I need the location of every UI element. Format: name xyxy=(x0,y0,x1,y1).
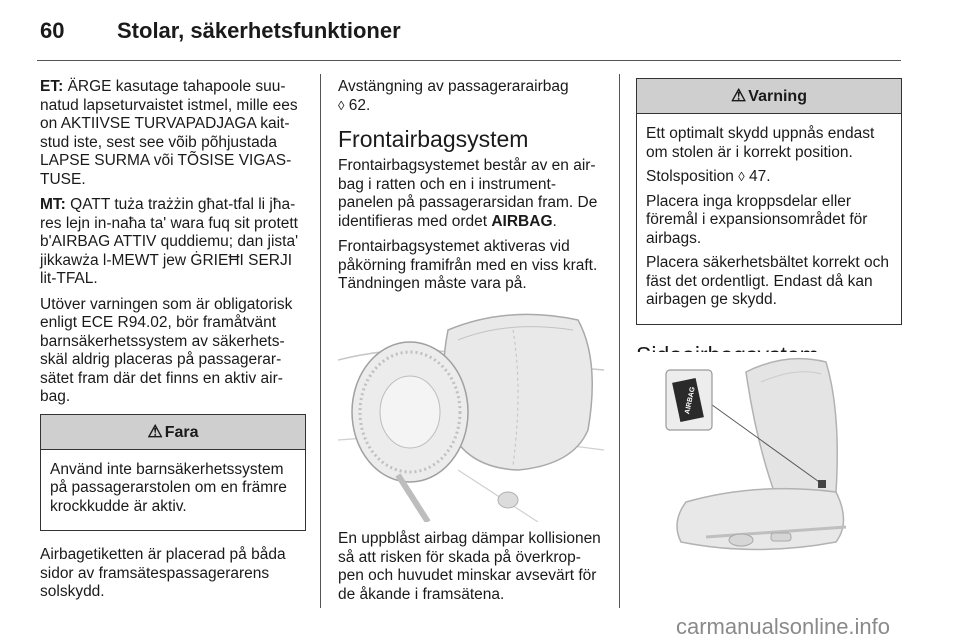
side-airbag-illustration xyxy=(636,352,902,566)
page-number: 60 xyxy=(40,18,65,43)
et-label: ET: xyxy=(40,78,64,95)
desc-text: Frontairbagsystemet består av en air-bag i ratten och en i instrument-panelen på passagerarsidan fram. De identifieras med ordet xyxy=(338,157,598,230)
page-ref-icon: ◊ xyxy=(738,169,745,184)
column-divider-2 xyxy=(619,74,620,608)
airbag-drawing xyxy=(338,300,604,522)
warning-box xyxy=(636,78,902,325)
seat-drawing xyxy=(636,352,902,566)
mt-label: MT: xyxy=(40,196,66,213)
ref-page: 62. xyxy=(348,96,371,114)
warning-p1: Ett optimalt skydd uppnås endast om stolen är i korrekt position. xyxy=(646,125,875,161)
warning-p2 xyxy=(646,168,892,187)
column-2 xyxy=(338,78,604,301)
danger-title: Fara xyxy=(164,423,199,441)
airbag-word: AIRBAG xyxy=(491,212,553,230)
warning-box-body xyxy=(637,114,901,324)
seat-airbag-label: AIRBAG xyxy=(684,386,697,415)
estonian-warning xyxy=(40,78,306,189)
mt-text: QATT tuża trażżin għat-tfal li jħa-res lejn in-naħa ta' wara fuq sit protett b'AIRBAG ATTIV quddiemu; dan jista' jikkawża l-MEWT jew ĠRIEĦI SERJI lit-TFAL. xyxy=(40,196,299,287)
header-divider xyxy=(37,60,901,61)
section-heading-front: Frontairbagsystem xyxy=(338,126,529,152)
column-3 xyxy=(636,78,902,373)
seat-position-text: Stolsposition xyxy=(646,168,734,185)
warning-p3: Placera inga kroppsdelar eller föremål i expansionsområdet för airbags. xyxy=(646,192,868,247)
danger-box-header xyxy=(41,415,305,450)
maltese-warning xyxy=(40,196,306,289)
seat-position-ref: 47. xyxy=(748,168,771,185)
warning-box-header xyxy=(637,79,901,114)
watermark: carmanualsonline.info xyxy=(676,614,891,639)
column-divider-1 xyxy=(320,74,321,608)
et-text: ÄRGE kasutage tahapoole suu-natud lapseturvaistet istmel, mille ees on AKTIIVSE TURVAPADJAGA kait-stud iste, sest see võib põhjustada LAPSE SURMA või TÕSISE VIGAS-TUSE. xyxy=(40,78,298,188)
passenger-airbag-ref xyxy=(338,78,604,115)
inflated-airbag-paragraph: En uppblåst airbag dämpar kollisionen så att risken för skada på överkrop-pen och huvudet minskar avsevärt för de åkande i framsätena. xyxy=(338,530,601,603)
warning-title: Varning xyxy=(748,88,807,105)
page-header xyxy=(0,0,960,62)
ref-text: Avstängning av passagerarairbag xyxy=(338,78,569,95)
danger-box xyxy=(40,414,306,532)
warning-triangle-icon: ⚠ xyxy=(731,86,747,105)
airbag-label-paragraph: Airbagetiketten är placerad på båda sidor av framsätespassagerarens solskydd. xyxy=(40,546,286,600)
front-airbag-activation: Frontairbagsystemet aktiveras vid påkörning framifrån med en viss kraft. Tändningen måste vara på. xyxy=(338,238,598,292)
warning-triangle-icon: ⚠ xyxy=(147,421,163,441)
column-1 xyxy=(40,78,306,609)
ece-paragraph: Utöver varningen som är obligatorisk enligt ECE R94.02, bör framåtvänt barnsäkerhetssystem av säkerhets-skäl aldrig placeras på passagerar-sätet fram där det finns en aktiv air-bag. xyxy=(40,295,293,405)
front-airbag-desc xyxy=(338,157,604,231)
warning-p4: Placera säkerhetsbältet korrekt och fäst det ordentligt. Endast då kan airbagen ge skydd. xyxy=(646,254,889,308)
page-ref-icon: ◊ xyxy=(338,97,345,113)
danger-box-body xyxy=(41,450,305,531)
column-2-bottom xyxy=(338,530,604,611)
page-title: Stolar, säkerhetsfunktioner xyxy=(117,18,401,43)
desc-end: . xyxy=(552,212,557,230)
front-airbag-illustration xyxy=(338,300,604,522)
danger-text: Använd inte barnsäkerhetssystem på passagerarstolen om en främre krockkudde är aktiv. xyxy=(50,460,287,515)
